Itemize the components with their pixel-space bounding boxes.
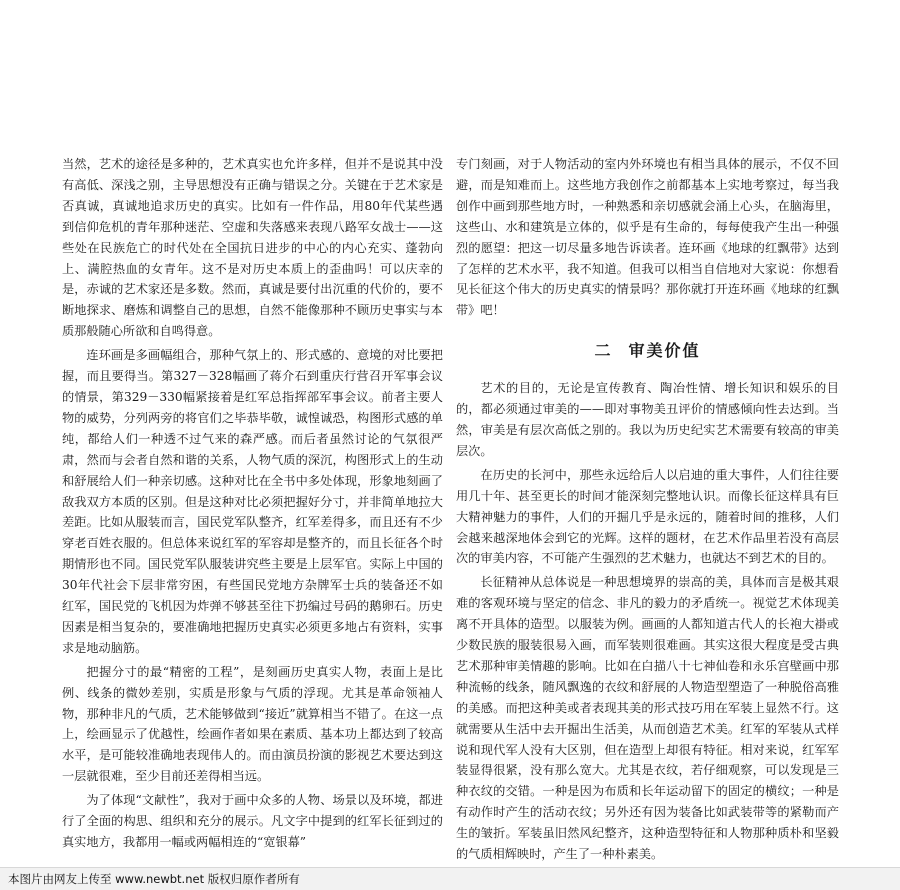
left-column [62, 154, 443, 853]
section-title: 审美价值 [628, 341, 701, 361]
continued-paragraph: 专门刻画，对于人物活动的室内外环境也有相当具体的展示，不仅不回避，而是知难而上。这些地方我创作之前都基本上实地考察过，每当我创作中画到那些地方时，一种熟悉和亲切感就会涌上心头，在脑海里，这些山、水和建筑是立体的，似乎是有生命的，每每使我产生出一种强烈的愿望：把这一切尽量多地告诉读者。连环画《地球的红飘带》达到了怎样的艺术水平，我不知道。但我可以相当自信地对大家说：你想看见长征这个伟大的历史真实的情景吗？那你就打开连环画《地球的红飘带》吧！ [456, 157, 839, 318]
body-paragraph: 长征精神从总体说是一种思想境界的崇高的美，具体而言是极其艰难的客观环境与坚定的信念、非凡的毅力的矛盾统一。视觉艺术体现美离不开具体的造型。以服装为例。画画的人都知道古代人的长袍大褂或少数民族的服装很易入画，而军装则很难画。其实这很大程度是受古典艺术那种审美情趣的影响。比如在白描八十七神仙卷和永乐宫壁画中那种流畅的线条，随风飘逸的衣纹和舒展的人物造型塑造了一种脱俗高雅的美感。而把这种美或者表现其美的形式技巧用在军装上显然不行。这就需要从生活中去开掘出生活美，从而创造艺术美。红军的军装从式样说和现代军人没有大区别，但在造型上却很有特征。相对来说，红军军装显得很紧，没有那么宽大。尤其是衣纹，若仔细观察，可以发现是三种衣纹的交错。一种是因为布质和长年运动留下的固定的横纹；一种是有动作时产生的活动衣纹；另外还有因为装备比如武装带等的紧勒而产生的皱折。军装虽旧然风纪整齐，这种造型特征和人物那种质朴和坚毅的气质相辉映时，产生了一种朴素美。 [456, 575, 839, 862]
section-heading [456, 341, 839, 362]
footer-text: 本图片由网友上传至 www.newbt.net 版权归原作者所有 [8, 872, 300, 886]
body-paragraph: 为了体现“文献性”，我对于画中众多的人物、场景以及环境，都进行了全面的构思、组织和充分的展示。凡文字中提到的红军长征到过的真实地方，我都用一幅或两幅相连的“宽银幕” [62, 793, 443, 849]
body-paragraph: 把握分寸的最“精密的工程”，是刻画历史真实人物，表面上是比例、线条的微妙差别，实质是形象与气质的浮现。尤其是革命领袖人物，那种非凡的气质，艺术能够做到“接近”就算相当不错了。在这一点上，绘画显示了优越性，绘画作者如果在素质、基本功上都达到了较高水平，是可能较准确地表现伟人的。而由演员扮演的影视艺术要达到这一层就很难，至少目前还差得相当远。 [62, 664, 443, 784]
right-column [456, 154, 839, 865]
watermark-footer [0, 867, 900, 890]
body-paragraph: 当然，艺术的途径是多种的，艺术真实也允许多样，但并不是说其中没有高低、深浅之别，主导思想没有正确与错误之分。关键在于艺术家是否真诚，真诚地追求历史的真实。比如有一件作品，用80年代某些遇到信仰危机的青年那种迷茫、空虚和失落感来表现八路军女战士——这些处在民族危亡的时代处在全国抗日进步的中心的内心充实、蓬勃向上、满腔热血的女青年。这不是对历史本质上的歪曲吗！可以庆幸的是，赤诚的艺术家还是多数。然而，真诚是要付出沉重的代价的，要不断地探求、磨炼和调整自己的思想，自然不能像那种不顾历史事实与本质那般随心所欲和自鸣得意。 [62, 157, 443, 339]
body-paragraph: 连环画是多画幅组合，那种气氛上的、形式感的、意境的对比要把握，而且要得当。第327－328幅画了蒋介石到重庆行营召开军事会议的情景，第329－330幅紧接着是红军总指挥部军事会议。前者主要人物的威势，分列两旁的将官们之毕恭毕敬，诚惶诚恐，构图形式感的单纯，都给人们一种透不过气来的森严感。而后者虽然讨论的气氛很严肃，然而与会者自然和谐的关系，人物气质的深沉，构图形式上的生动和舒展给人们一种亲切感。这种对比在全书中多处体现，形象地刻画了敌我双方本质的区别。但是这种对比必须把握好分寸，并非简单地拉大差距。比如从服装而言，国民党军队整齐，红军差得多，而且还有不少穿老百姓衣服的。但总体来说红军的军容却是整齐的，而且长征各个时期情形也不同。国民党军队服装讲究些主要是上层军官。实际上中国的30年代社会下层非常穷困，有些国民党地方杂牌军士兵的装备还不如红军，国民党的飞机因为炸弹不够甚至往下扔编过号码的鹅卵石。历史因素是相当复杂的，要准确地把握历史真实必须更多地占有资料，实事求是地动脑筋。 [62, 348, 443, 655]
body-paragraph: 在历史的长河中，那些永远给后人以启迪的重大事件，人们往往要用几十年、甚至更长的时间才能深刻完整地认识。而像长征这样具有巨大精神魅力的事件，人们的开掘几乎是永远的，随着时间的推移，人们会越来越深地体会到它的光辉。这样的题材，在艺术作品里若没有高层次的审美内容，不可能产生强烈的艺术魅力，也就达不到艺术的目的。 [456, 467, 839, 566]
section-number: 二 [594, 341, 613, 361]
body-paragraph: 艺术的目的，无论是宣传教育、陶冶性情、增长知识和娱乐的目的，都必须通过审美的——即对事物美丑评价的情感倾向性去达到。当然，审美是有层次高低之别的。我以为历史纪实艺术需要有较高的审美层次。 [456, 381, 839, 458]
